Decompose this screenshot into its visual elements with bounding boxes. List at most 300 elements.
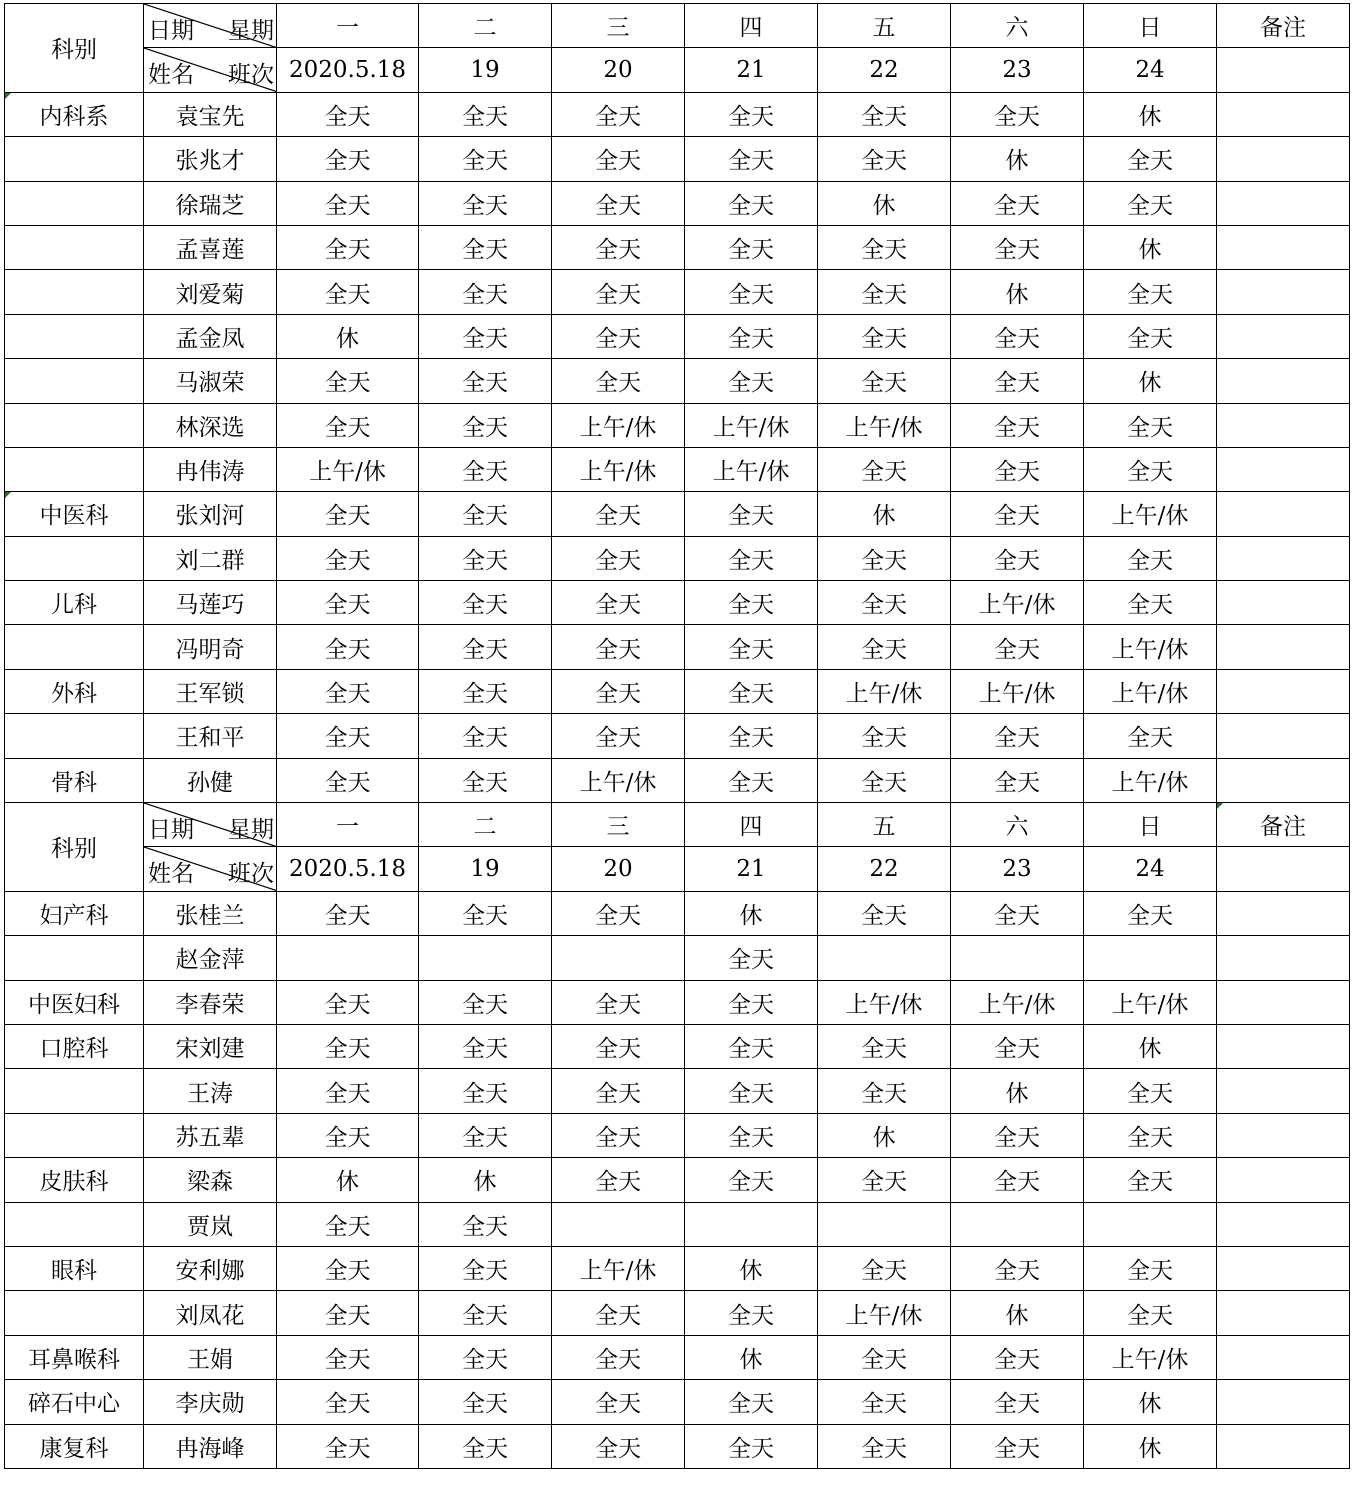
shift-cell: 全天 <box>685 1069 818 1113</box>
shift-cell: 全天 <box>277 270 419 314</box>
shift-cell: 全天 <box>951 536 1084 580</box>
dept-cell <box>5 536 144 580</box>
shift-cell: 全天 <box>685 92 818 136</box>
shift-cell: 全天 <box>951 447 1084 491</box>
shift-cell <box>818 936 951 980</box>
shift-cell: 全天 <box>419 1024 552 1068</box>
shift-cell: 全天 <box>277 403 419 447</box>
header-name-shift-cell <box>144 48 277 92</box>
shift-cell: 全天 <box>1084 181 1217 225</box>
schedule-body <box>5 4 1350 1469</box>
shift-cell: 上午/休 <box>818 403 951 447</box>
shift-cell: 全天 <box>552 181 685 225</box>
shift-cell: 全天 <box>419 314 552 358</box>
note-cell <box>1217 1291 1350 1335</box>
shift-cell: 全天 <box>685 625 818 669</box>
shift-cell: 全天 <box>685 669 818 713</box>
name-cell: 赵金萍 <box>144 936 277 980</box>
shift-cell: 全天 <box>419 1113 552 1157</box>
date-cell: 22 <box>818 48 951 92</box>
shift-cell: 全天 <box>552 980 685 1024</box>
note-cell <box>1217 625 1350 669</box>
shift-cell: 休 <box>951 270 1084 314</box>
shift-cell: 全天 <box>1084 447 1217 491</box>
shift-cell: 上午/休 <box>685 447 818 491</box>
note-cell <box>1217 137 1350 181</box>
shift-cell: 全天 <box>419 359 552 403</box>
shift-cell: 全天 <box>277 1069 419 1113</box>
name-cell: 张桂兰 <box>144 891 277 935</box>
header-note: 备注 <box>1217 803 1350 847</box>
shift-cell <box>277 936 419 980</box>
dept-cell: 儿科 <box>5 581 144 625</box>
shift-cell: 全天 <box>818 314 951 358</box>
shift-cell: 全天 <box>685 492 818 536</box>
shift-cell: 全天 <box>419 1202 552 1246</box>
shift-cell: 全天 <box>419 980 552 1024</box>
shift-cell: 休 <box>1084 1424 1217 1468</box>
dept-cell: 中医妇科 <box>5 980 144 1024</box>
shift-cell: 全天 <box>1084 1069 1217 1113</box>
shift-cell: 全天 <box>277 359 419 403</box>
shift-cell: 休 <box>1084 359 1217 403</box>
shift-cell: 全天 <box>552 1069 685 1113</box>
shift-cell: 全天 <box>277 1024 419 1068</box>
note-cell <box>1217 1335 1350 1379</box>
shift-cell: 全天 <box>685 137 818 181</box>
shift-cell: 全天 <box>419 625 552 669</box>
shift-cell: 全天 <box>685 181 818 225</box>
shift-cell: 全天 <box>552 492 685 536</box>
shift-cell: 全天 <box>1084 1113 1217 1157</box>
shift-cell: 全天 <box>685 270 818 314</box>
note-cell <box>1217 225 1350 269</box>
shift-cell: 全天 <box>818 1069 951 1113</box>
shift-cell: 全天 <box>951 92 1084 136</box>
dept-cell <box>5 447 144 491</box>
shift-cell: 全天 <box>951 314 1084 358</box>
note-cell <box>1217 270 1350 314</box>
table-row <box>5 492 1350 536</box>
name-cell: 贾岚 <box>144 1202 277 1246</box>
shift-cell: 全天 <box>951 758 1084 802</box>
shift-cell <box>419 936 552 980</box>
shift-cell: 休 <box>951 137 1084 181</box>
shift-cell: 全天 <box>552 1158 685 1202</box>
shift-cell: 全天 <box>685 758 818 802</box>
name-cell: 宋刘建 <box>144 1024 277 1068</box>
weekday-cell: 一 <box>277 4 419 48</box>
shift-cell: 上午/休 <box>1084 492 1217 536</box>
note-cell <box>1217 1380 1350 1424</box>
shift-cell: 全天 <box>277 536 419 580</box>
shift-cell: 全天 <box>818 625 951 669</box>
shift-cell: 全天 <box>419 669 552 713</box>
name-cell: 孙健 <box>144 758 277 802</box>
shift-cell <box>1084 936 1217 980</box>
shift-cell: 全天 <box>277 1380 419 1424</box>
table-row <box>5 758 1350 802</box>
shift-cell: 全天 <box>277 181 419 225</box>
name-cell: 张兆才 <box>144 137 277 181</box>
shift-cell: 全天 <box>951 403 1084 447</box>
weekday-cell: 三 <box>552 4 685 48</box>
table-row <box>5 92 1350 136</box>
shift-cell: 全天 <box>552 1380 685 1424</box>
shift-cell: 休 <box>685 1335 818 1379</box>
shift-cell: 全天 <box>277 1113 419 1157</box>
note-cell <box>1217 891 1350 935</box>
note-cell <box>1217 669 1350 713</box>
shift-cell: 上午/休 <box>1084 625 1217 669</box>
shift-cell: 全天 <box>419 181 552 225</box>
shift-cell: 休 <box>685 1246 818 1290</box>
weekday-cell: 六 <box>951 803 1084 847</box>
name-cell: 冉海峰 <box>144 1424 277 1468</box>
dept-cell <box>5 270 144 314</box>
shift-cell: 全天 <box>1084 714 1217 758</box>
shift-cell: 全天 <box>685 314 818 358</box>
table-row <box>5 891 1350 935</box>
dept-cell <box>5 225 144 269</box>
shift-cell: 全天 <box>818 1024 951 1068</box>
date-cell: 2020.5.18 <box>277 48 419 92</box>
shift-cell <box>685 1202 818 1246</box>
shift-cell <box>951 1202 1084 1246</box>
shift-cell: 全天 <box>685 581 818 625</box>
name-cell: 徐瑞芝 <box>144 181 277 225</box>
dept-cell <box>5 403 144 447</box>
name-cell: 王军锁 <box>144 669 277 713</box>
shift-cell: 全天 <box>552 270 685 314</box>
dept-cell <box>5 181 144 225</box>
note-cell <box>1217 1069 1350 1113</box>
shift-cell: 全天 <box>951 1113 1084 1157</box>
shift-cell: 全天 <box>818 359 951 403</box>
shift-cell: 全天 <box>552 359 685 403</box>
shift-cell: 全天 <box>951 359 1084 403</box>
table-row <box>5 447 1350 491</box>
note-cell <box>1217 758 1350 802</box>
shift-cell <box>951 936 1084 980</box>
shift-cell: 全天 <box>419 1335 552 1379</box>
note-cell <box>1217 403 1350 447</box>
table-row <box>5 714 1350 758</box>
note-cell <box>1217 980 1350 1024</box>
weekday-cell: 六 <box>951 4 1084 48</box>
shift-cell: 全天 <box>419 536 552 580</box>
table-row <box>5 536 1350 580</box>
name-cell: 冯明奇 <box>144 625 277 669</box>
note-cell <box>1217 1424 1350 1468</box>
shift-cell: 全天 <box>277 891 419 935</box>
shift-cell: 全天 <box>419 447 552 491</box>
shift-cell: 全天 <box>277 669 419 713</box>
shift-cell: 全天 <box>552 225 685 269</box>
name-cell: 袁宝先 <box>144 92 277 136</box>
week-label: 星期 <box>228 18 274 44</box>
shift-cell: 上午/休 <box>1084 980 1217 1024</box>
shift-cell: 休 <box>951 1291 1084 1335</box>
shift-cell: 全天 <box>552 581 685 625</box>
shift-cell: 上午/休 <box>552 1246 685 1290</box>
date-cell: 21 <box>685 48 818 92</box>
shift-cell <box>818 1202 951 1246</box>
shift-cell: 全天 <box>818 92 951 136</box>
weekday-cell: 二 <box>419 4 552 48</box>
note-cell <box>1217 847 1350 891</box>
name-cell: 李庆勋 <box>144 1380 277 1424</box>
name-cell: 孟金凤 <box>144 314 277 358</box>
table-row <box>5 270 1350 314</box>
shift-cell: 全天 <box>818 1246 951 1290</box>
shift-cell: 全天 <box>277 758 419 802</box>
shift-cell: 上午/休 <box>951 669 1084 713</box>
table-row <box>5 1335 1350 1379</box>
table-row <box>5 314 1350 358</box>
shift-cell: 全天 <box>685 936 818 980</box>
shift-cell: 全天 <box>419 1069 552 1113</box>
shift-cell: 全天 <box>1084 314 1217 358</box>
weekday-cell: 二 <box>419 803 552 847</box>
shift-cell: 全天 <box>419 1424 552 1468</box>
shift-cell: 全天 <box>552 92 685 136</box>
name-cell: 刘爱菊 <box>144 270 277 314</box>
table-row <box>5 1069 1350 1113</box>
shift-cell: 全天 <box>277 225 419 269</box>
shift-cell: 全天 <box>818 225 951 269</box>
shift-cell: 全天 <box>277 1202 419 1246</box>
shift-cell: 全天 <box>552 1113 685 1157</box>
note-cell <box>1217 1158 1350 1202</box>
dept-cell: 碎石中心 <box>5 1380 144 1424</box>
header-date-week-cell <box>144 4 277 48</box>
date-cell: 20 <box>552 48 685 92</box>
note-cell <box>1217 1113 1350 1157</box>
cell-comment-marker <box>1217 803 1223 809</box>
shift-cell: 全天 <box>552 714 685 758</box>
shift-cell: 全天 <box>951 225 1084 269</box>
shift-cell <box>552 936 685 980</box>
shift-cell: 全天 <box>685 1113 818 1157</box>
shift-cell: 上午/休 <box>1084 669 1217 713</box>
shift-cell: 全天 <box>951 714 1084 758</box>
shift-cell: 全天 <box>818 891 951 935</box>
table-row <box>5 1202 1350 1246</box>
dept-cell: 康复科 <box>5 1424 144 1468</box>
date-cell: 24 <box>1084 847 1217 891</box>
name-cell: 林深选 <box>144 403 277 447</box>
shift-cell: 全天 <box>419 714 552 758</box>
shift-cell: 全天 <box>552 1424 685 1468</box>
weekday-cell: 三 <box>552 803 685 847</box>
table-row <box>5 1246 1350 1290</box>
dept-cell: 口腔科 <box>5 1024 144 1068</box>
shift-cell: 全天 <box>419 891 552 935</box>
header-row-weekday <box>5 4 1350 48</box>
table-row <box>5 403 1350 447</box>
shift-cell: 全天 <box>419 137 552 181</box>
cell-comment-marker <box>5 492 11 498</box>
name-label: 姓名 <box>148 62 194 89</box>
name-cell: 梁森 <box>144 1158 277 1202</box>
shift-cell: 全天 <box>685 1158 818 1202</box>
shift-cell: 全天 <box>552 1291 685 1335</box>
dept-cell <box>5 359 144 403</box>
shift-cell: 休 <box>1084 1024 1217 1068</box>
note-cell <box>1217 581 1350 625</box>
shift-label: 班次 <box>228 861 274 888</box>
dept-cell: 骨科 <box>5 758 144 802</box>
shift-cell: 全天 <box>1084 536 1217 580</box>
shift-cell: 休 <box>419 1158 552 1202</box>
name-cell: 马莲巧 <box>144 581 277 625</box>
dept-cell: 眼科 <box>5 1246 144 1290</box>
date-cell: 23 <box>951 847 1084 891</box>
shift-cell: 全天 <box>552 625 685 669</box>
shift-cell: 全天 <box>818 270 951 314</box>
shift-cell: 全天 <box>419 403 552 447</box>
shift-cell: 全天 <box>277 137 419 181</box>
shift-cell: 全天 <box>419 92 552 136</box>
dept-cell: 耳鼻喉科 <box>5 1335 144 1379</box>
shift-cell: 上午/休 <box>818 980 951 1024</box>
name-cell: 冉伟涛 <box>144 447 277 491</box>
dept-cell <box>5 314 144 358</box>
name-cell: 苏五辈 <box>144 1113 277 1157</box>
shift-cell: 全天 <box>1084 270 1217 314</box>
shift-cell: 全天 <box>419 1291 552 1335</box>
shift-cell: 全天 <box>277 1246 419 1290</box>
header-row-date <box>5 48 1350 92</box>
name-cell: 李春荣 <box>144 980 277 1024</box>
week-label: 星期 <box>228 817 274 844</box>
shift-cell: 全天 <box>951 1158 1084 1202</box>
name-cell: 张刘河 <box>144 492 277 536</box>
name-label: 姓名 <box>148 861 194 888</box>
note-cell <box>1217 1246 1350 1290</box>
name-cell: 安利娜 <box>144 1246 277 1290</box>
shift-cell: 全天 <box>419 1246 552 1290</box>
shift-cell: 上午/休 <box>552 758 685 802</box>
note-cell <box>1217 447 1350 491</box>
shift-cell: 休 <box>818 1113 951 1157</box>
shift-cell: 休 <box>277 1158 419 1202</box>
table-row <box>5 1113 1350 1157</box>
shift-cell: 全天 <box>277 714 419 758</box>
shift-cell: 全天 <box>951 1024 1084 1068</box>
shift-cell: 全天 <box>818 1424 951 1468</box>
shift-cell: 全天 <box>685 1024 818 1068</box>
weekday-cell: 日 <box>1084 4 1217 48</box>
shift-cell: 休 <box>818 181 951 225</box>
shift-cell: 全天 <box>818 137 951 181</box>
shift-cell: 全天 <box>419 1380 552 1424</box>
name-cell: 刘二群 <box>144 536 277 580</box>
shift-cell: 全天 <box>419 581 552 625</box>
shift-cell: 全天 <box>552 536 685 580</box>
table-row <box>5 181 1350 225</box>
shift-cell: 全天 <box>1084 1246 1217 1290</box>
shift-cell: 全天 <box>277 1335 419 1379</box>
shift-cell <box>552 1202 685 1246</box>
shift-cell: 全天 <box>277 492 419 536</box>
weekday-cell: 日 <box>1084 803 1217 847</box>
header-row-weekday <box>5 803 1350 847</box>
shift-cell: 全天 <box>818 1335 951 1379</box>
shift-cell: 上午/休 <box>818 1291 951 1335</box>
date-cell: 2020.5.18 <box>277 847 419 891</box>
shift-cell: 全天 <box>419 758 552 802</box>
dept-cell <box>5 625 144 669</box>
date-cell: 20 <box>552 847 685 891</box>
note-cell <box>1217 314 1350 358</box>
shift-cell: 全天 <box>419 225 552 269</box>
shift-cell: 上午/休 <box>818 669 951 713</box>
dept-cell: 中医科 <box>5 492 144 536</box>
name-cell: 王和平 <box>144 714 277 758</box>
note-cell <box>1217 1024 1350 1068</box>
header-row-date <box>5 847 1350 891</box>
dept-cell <box>5 1113 144 1157</box>
shift-cell: 全天 <box>685 536 818 580</box>
note-cell <box>1217 1202 1350 1246</box>
table-row <box>5 1380 1350 1424</box>
shift-cell: 全天 <box>1084 581 1217 625</box>
weekday-cell: 五 <box>818 803 951 847</box>
note-cell <box>1217 359 1350 403</box>
cell-comment-marker <box>5 93 11 99</box>
shift-cell: 休 <box>818 492 951 536</box>
duty-schedule-table <box>4 3 1350 1469</box>
header-dept: 科别 <box>5 4 144 93</box>
note-cell <box>1217 492 1350 536</box>
shift-cell: 全天 <box>818 1158 951 1202</box>
name-cell: 王娟 <box>144 1335 277 1379</box>
shift-cell: 全天 <box>951 1380 1084 1424</box>
dept-cell: 皮肤科 <box>5 1158 144 1202</box>
table-row <box>5 137 1350 181</box>
shift-cell: 全天 <box>951 492 1084 536</box>
name-cell: 刘凤花 <box>144 1291 277 1335</box>
dept-cell <box>5 936 144 980</box>
note-cell <box>1217 181 1350 225</box>
weekday-cell: 四 <box>685 4 818 48</box>
name-cell: 孟喜莲 <box>144 225 277 269</box>
name-cell: 马淑荣 <box>144 359 277 403</box>
note-cell <box>1217 936 1350 980</box>
dept-cell: 妇产科 <box>5 891 144 935</box>
shift-cell: 全天 <box>685 1380 818 1424</box>
dept-cell <box>5 137 144 181</box>
table-row <box>5 669 1350 713</box>
shift-cell: 全天 <box>277 980 419 1024</box>
shift-cell: 休 <box>1084 225 1217 269</box>
table-row <box>5 359 1350 403</box>
shift-cell: 全天 <box>277 1291 419 1335</box>
shift-cell: 全天 <box>419 270 552 314</box>
shift-cell: 全天 <box>277 92 419 136</box>
shift-cell: 上午/休 <box>1084 758 1217 802</box>
shift-cell <box>1084 1202 1217 1246</box>
shift-cell: 全天 <box>1084 1291 1217 1335</box>
shift-cell: 全天 <box>951 181 1084 225</box>
shift-cell: 全天 <box>552 314 685 358</box>
note-cell <box>1217 92 1350 136</box>
table-row <box>5 625 1350 669</box>
shift-cell: 全天 <box>552 669 685 713</box>
date-cell: 24 <box>1084 48 1217 92</box>
